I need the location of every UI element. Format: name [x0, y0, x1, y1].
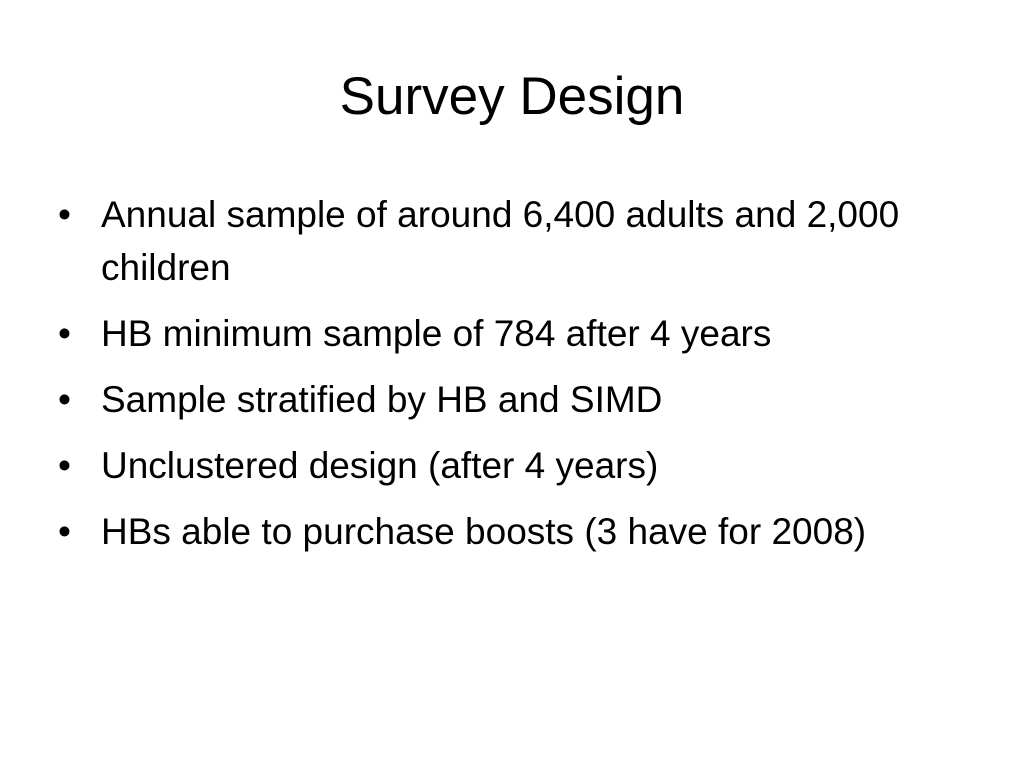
- bullet-icon: •: [58, 379, 71, 420]
- bullet-icon: •: [58, 445, 71, 486]
- bullet-text: HBs able to purchase boosts (3 have for 2008): [101, 511, 867, 552]
- bullet-icon: •: [58, 194, 71, 235]
- bullet-item: [58, 505, 978, 558]
- bullet-icon: •: [58, 511, 71, 552]
- bullet-text: Sample stratified by HB and SIMD: [101, 379, 663, 420]
- bullet-item: [58, 307, 978, 360]
- bullet-item: [58, 373, 978, 426]
- bullet-text: Annual sample of around 6,400 adults and 2,000 children: [101, 194, 900, 288]
- bullet-text: HB minimum sample of 784 after 4 years: [101, 313, 772, 354]
- bullet-icon: •: [58, 313, 71, 354]
- bullet-list: [58, 188, 978, 571]
- bullet-text: Unclustered design (after 4 years): [101, 445, 659, 486]
- bullet-item: [58, 188, 978, 294]
- slide-title: Survey Design: [339, 67, 685, 126]
- bullet-item: [58, 439, 978, 492]
